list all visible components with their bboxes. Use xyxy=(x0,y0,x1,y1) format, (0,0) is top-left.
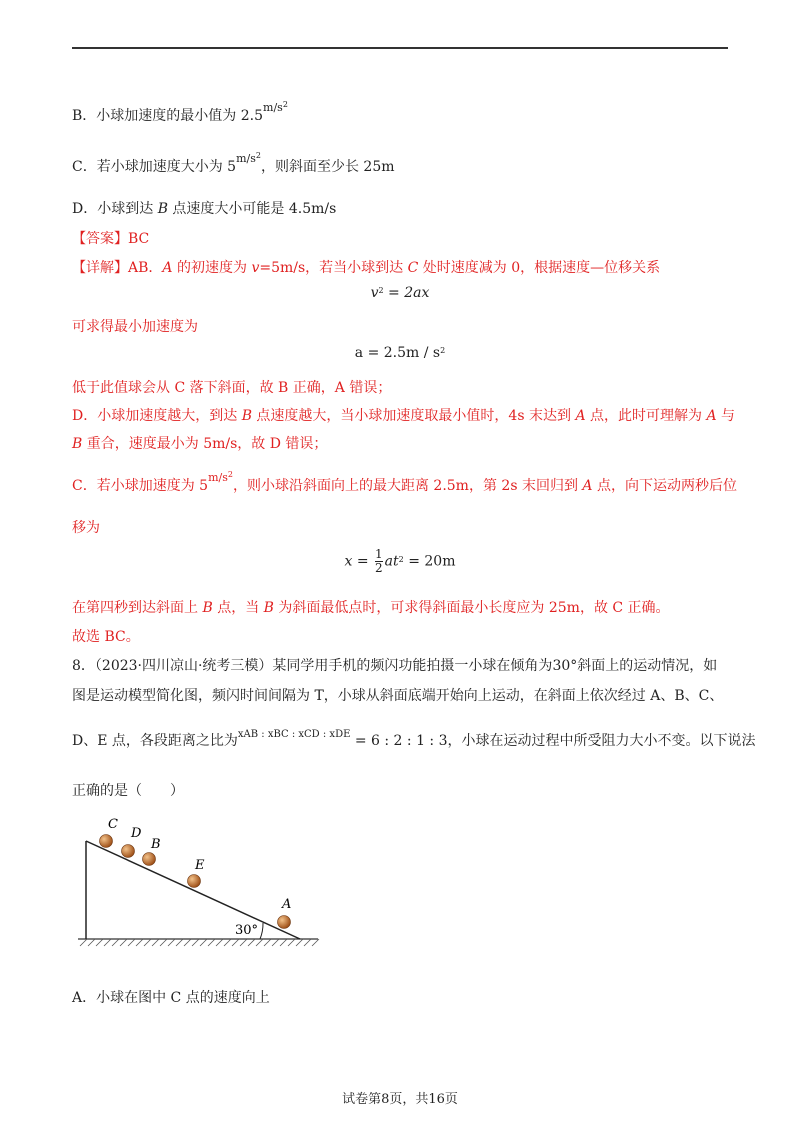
angle-label: 30° xyxy=(235,923,259,938)
label-d: D xyxy=(131,826,142,841)
header-rule xyxy=(72,47,728,49)
option-c: C．若小球加速度大小为 $5^{m/s^2}$，则斜面至少长 25m xyxy=(72,151,395,175)
ball-e xyxy=(188,875,201,888)
incline-diagram xyxy=(72,815,332,960)
question8-line1: 8．（2023·四川凉山·统考三模）某同学用手机的频闪功能拍摄一小球在倾角为30°斜面上的运动情况，如 xyxy=(72,658,718,674)
conclusion-text: 故选 BC。 xyxy=(72,629,140,645)
ratio-values: = 6 : 2 : 1 : 3 xyxy=(350,733,448,749)
label-e: E xyxy=(195,858,205,873)
equation-velocity-displacement: $v^2 = 2ax$ xyxy=(370,285,430,301)
ball-b xyxy=(143,853,156,866)
analysis-d-line2: B 重合，速度最小为 5m/s，故 D 错误； xyxy=(72,436,328,452)
ball-d xyxy=(122,845,135,858)
label-c: C xyxy=(108,817,118,832)
analysis-c-line: C．若小球加速度为 $5^{m/s^2}$，则小球沿斜面向上的最大距离 2.5m，第 2s 末回归到 A 点，向下运动两秒后位 xyxy=(72,470,737,494)
below-value-text: 低于此值球会从 C 落下斜面，故 B 正确，A 错误； xyxy=(72,380,392,396)
ground-hatching xyxy=(78,939,319,946)
ball-a xyxy=(278,916,291,929)
angle-arc xyxy=(260,923,263,939)
question8-line3: D、E 点，各段距离之比为$^{xAB : xBC : xCD : xDE}$ = 6 : 2 : 1 : 3，小球在运动过程中所受阻力大小不变。以下说法 xyxy=(72,729,756,749)
ball-c xyxy=(100,835,113,848)
ratio-variables: xAB : xBC : xCD : xDE xyxy=(237,729,351,740)
option-a-q8: A．小球在图中 C 点的速度向上 xyxy=(72,990,270,1006)
page-footer: 试卷第8页，共16页 xyxy=(342,1092,458,1107)
fourth-second-text: 在第四秒到达斜面上 B 点，当 B 为斜面最低点时，可求得斜面最小长度应为 25m，故 C 正确。 xyxy=(72,600,670,616)
option-d: D．小球到达 B 点速度大小可能是 4.5m/s xyxy=(72,201,337,217)
label-a: A xyxy=(282,897,292,912)
question8-line4: 正确的是（ ） xyxy=(72,783,184,799)
label-b: B xyxy=(151,837,161,852)
question8-line2: 图是运动模型简化图，频闪时间间隔为 T，小球从斜面底端开始向上运动，在斜面上依次经过 A、B、C、 xyxy=(72,688,724,704)
analysis-d-line1: D．小球加速度越大，到达 B 点速度越大，当小球加速度取最小值时，4s 末达到 A 点，此时可理解为 A 与 xyxy=(72,408,736,424)
equation-displacement: $x = \frac{1}{2}$ $at^2 = 20m$ xyxy=(344,547,456,575)
answer-line: 【答案】BC xyxy=(72,231,150,247)
equation-min-accel: $a = 2.5m / s^2$ xyxy=(354,345,446,361)
displacement-text: 移为 xyxy=(72,520,100,536)
incline-slope xyxy=(86,841,300,939)
min-accel-text: 可求得最小加速度为 xyxy=(72,319,198,335)
option-b: B．小球加速度的最小值为 $2.5^{m/s^2}$ xyxy=(72,100,288,124)
detail-intro: 【详解】AB．A 的初速度为 v=5m/s，若当小球到达 C 处时速度减为 0，根据速度—位移关系 xyxy=(72,260,661,276)
angle-value: 30° xyxy=(552,658,578,674)
